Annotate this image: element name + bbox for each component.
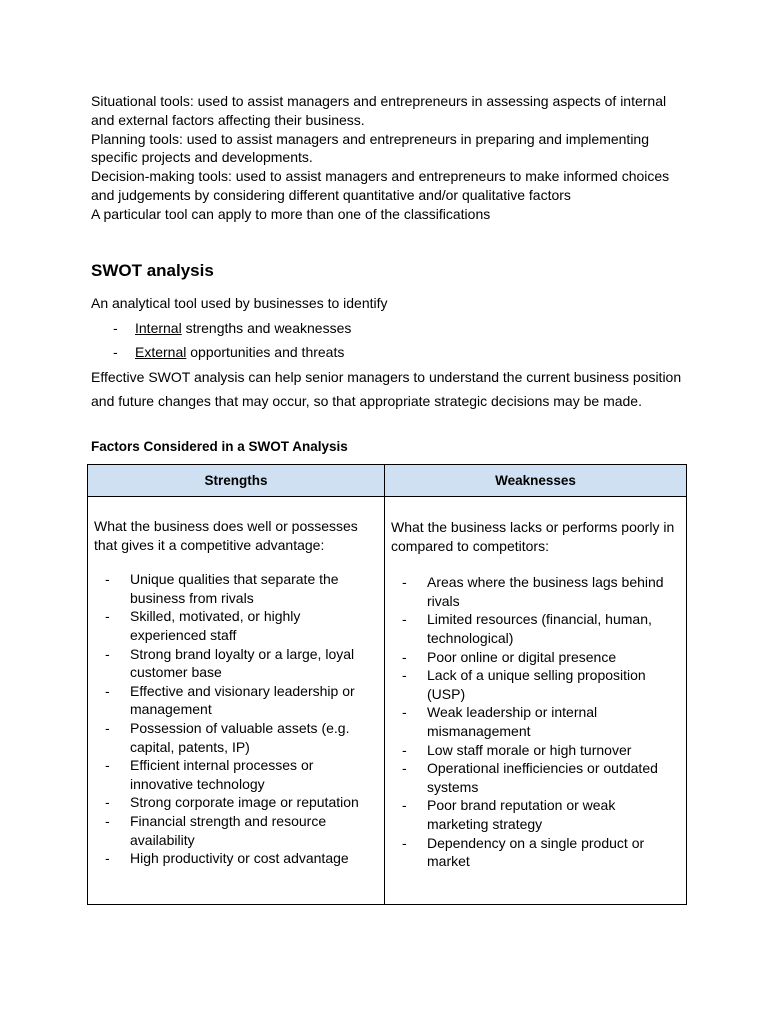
list-item: - Possession of valuable assets (e.g. capital, patents, IP) xyxy=(94,719,378,756)
list-item: - Financial strength and resource availability xyxy=(94,812,378,849)
list-item: - External opportunities and threats xyxy=(91,340,691,365)
list-item: - Limited resources (financial, human, technological) xyxy=(391,610,680,647)
list-item: - Areas where the business lags behind rivals xyxy=(391,573,680,610)
list-item: - Weak leadership or internal mismanagement xyxy=(391,703,680,740)
weaknesses-header: Weaknesses xyxy=(385,465,687,497)
underlined-term: External xyxy=(135,344,187,361)
list-item: - Poor online or digital presence xyxy=(391,648,680,667)
list-item: - Poor brand reputation or weak marketing strategy xyxy=(391,796,680,833)
list-item: - Internal strengths and weaknesses xyxy=(91,316,691,341)
list-item: - Operational inefficiencies or outdated systems xyxy=(391,759,680,796)
intro-note: A particular tool can apply to more than one of the classifications xyxy=(91,205,491,222)
swot-lead: An analytical tool used by businesses to identify xyxy=(91,295,388,311)
underlined-term: Internal xyxy=(135,319,182,336)
list-item: - Low staff morale or high turnover xyxy=(391,741,680,760)
intro-decision-making: Decision-making tools: used to assist managers and entrepreneurs to make informed choices and judgements by considering different quantitative and/or qualitative factors xyxy=(91,168,670,203)
list-item: - Effective and visionary leadership or management xyxy=(94,682,378,719)
weaknesses-list xyxy=(391,573,680,871)
weaknesses-description: What the business lacks or performs poorly in compared to competitors: xyxy=(391,519,675,554)
strengths-description: What the business does well or possesses that gives it a competitive advantage: xyxy=(94,518,358,553)
list-item: - Strong brand loyalty or a large, loyal customer base xyxy=(94,645,378,682)
swot-effective-paragraph: Effective SWOT analysis can help senior managers to understand the current business position and future changes that may occur, so that appropriate strategic decisions may be made. xyxy=(91,368,682,410)
list-item: - Dependency on a single product or market xyxy=(391,834,680,871)
intro-planning: Planning tools: used to assist managers and entrepreneurs in preparing and implementing specific projects and developments. xyxy=(91,130,650,166)
list-item: - Skilled, motivated, or highly experienced staff xyxy=(94,607,378,644)
strengths-header: Strengths xyxy=(88,465,385,497)
list-item: - Strong corporate image or reputation xyxy=(94,793,378,812)
swot-section xyxy=(91,291,691,414)
strengths-list xyxy=(94,570,378,868)
swot-table xyxy=(87,464,687,905)
swot-identify-list xyxy=(91,316,691,365)
intro-section xyxy=(91,92,681,224)
strengths-cell xyxy=(88,497,385,905)
table-title: Factors Considered in a SWOT Analysis xyxy=(91,439,348,454)
swot-heading: SWOT analysis xyxy=(91,261,214,280)
list-item: - Lack of a unique selling proposition (USP) xyxy=(391,666,680,703)
intro-situational: Situational tools: used to assist managers and entrepreneurs in assessing aspects of internal and external factors affecting their business. xyxy=(91,93,667,128)
weaknesses-cell xyxy=(385,497,687,905)
list-item: - High productivity or cost advantage xyxy=(94,849,378,868)
list-item: - Unique qualities that separate the business from rivals xyxy=(94,570,378,607)
list-item: - Efficient internal processes or innovative technology xyxy=(94,756,378,793)
